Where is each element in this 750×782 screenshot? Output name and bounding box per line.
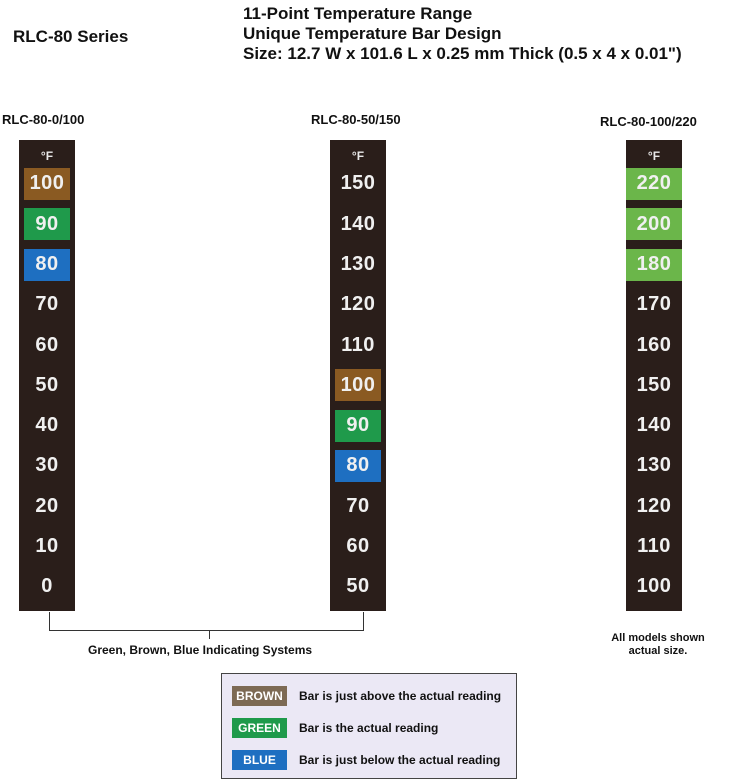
temperature-cell-130: 130 <box>340 253 376 276</box>
temperature-cell-160: 160 <box>636 333 672 356</box>
temperature-strip-0-100 <box>19 140 75 611</box>
temperature-cell-100: 100 <box>24 168 70 200</box>
model-label-1: RLC-80-0/100 <box>2 112 85 127</box>
actual-size-note <box>598 632 718 658</box>
temperature-cell-180: 180 <box>626 249 682 281</box>
temperature-cell-60: 60 <box>35 333 59 356</box>
temperature-cell-20: 20 <box>35 494 59 517</box>
temperature-cell-150: 150 <box>636 373 672 396</box>
temperature-strip-50-150 <box>330 140 386 611</box>
header-line-1: 11-Point Temperature Range <box>243 4 473 23</box>
actual-size-line-1: All models shown <box>611 632 705 644</box>
header-line-3: Size: 12.7 W x 101.6 L x 0.25 mm Thick (0.5 x 4 x 0.01") <box>243 44 682 63</box>
legend-chip-green: GREEN <box>232 718 287 738</box>
indicating-systems-caption: Green, Brown, Blue Indicating Systems <box>88 643 313 657</box>
unit-label: °F <box>647 149 661 163</box>
temperature-cell-50: 50 <box>35 373 59 396</box>
temperature-cell-120: 120 <box>340 293 376 316</box>
temperature-cell-60: 60 <box>346 534 370 557</box>
temperature-cell-80: 80 <box>335 450 381 482</box>
legend-row-blue <box>232 749 500 771</box>
color-legend <box>221 673 517 779</box>
temperature-cell-100: 100 <box>335 369 381 401</box>
temperature-cell-220: 220 <box>626 168 682 200</box>
header <box>243 4 682 64</box>
actual-size-line-2: actual size. <box>628 645 688 657</box>
temperature-cell-170: 170 <box>636 293 672 316</box>
legend-text-blue: Bar is just below the actual reading <box>299 753 501 767</box>
temperature-strip-100-220 <box>626 140 682 611</box>
legend-row-brown <box>232 685 501 707</box>
temperature-cell-200: 200 <box>626 208 682 240</box>
temperature-cell-30: 30 <box>35 454 59 477</box>
series-title: RLC-80 Series <box>13 27 129 46</box>
temperature-cell-70: 70 <box>346 494 370 517</box>
temperature-cell-140: 140 <box>636 414 672 437</box>
legend-chip-brown: BROWN <box>232 686 287 706</box>
temperature-cell-80: 80 <box>24 249 70 281</box>
temperature-cell-40: 40 <box>35 414 59 437</box>
temperature-cell-70: 70 <box>35 293 59 316</box>
temperature-cell-90: 90 <box>24 208 70 240</box>
temperature-cell-150: 150 <box>340 172 376 195</box>
legend-row-green <box>232 717 438 739</box>
bracket-tick <box>209 630 210 639</box>
temperature-cell-0: 0 <box>41 575 53 598</box>
temperature-cell-110: 110 <box>637 534 671 557</box>
legend-text-green: Bar is the actual reading <box>299 721 439 735</box>
unit-label: °F <box>40 149 54 163</box>
temperature-cell-100: 100 <box>636 575 672 598</box>
legend-chip-blue: BLUE <box>232 750 287 770</box>
temperature-cell-10: 10 <box>35 534 59 557</box>
temperature-cell-130: 130 <box>636 454 672 477</box>
model-label-3: RLC-80-100/220 <box>600 114 697 129</box>
grouping-bracket <box>49 612 364 631</box>
temperature-cell-90: 90 <box>335 410 381 442</box>
temperature-cell-110: 110 <box>341 333 375 356</box>
temperature-cell-120: 120 <box>636 494 672 517</box>
legend-text-brown: Bar is just above the actual reading <box>299 689 502 703</box>
temperature-cell-140: 140 <box>340 212 376 235</box>
model-label-2: RLC-80-50/150 <box>311 112 401 127</box>
temperature-cell-50: 50 <box>346 575 370 598</box>
header-line-2: Unique Temperature Bar Design <box>243 24 502 43</box>
unit-label: °F <box>351 149 365 163</box>
